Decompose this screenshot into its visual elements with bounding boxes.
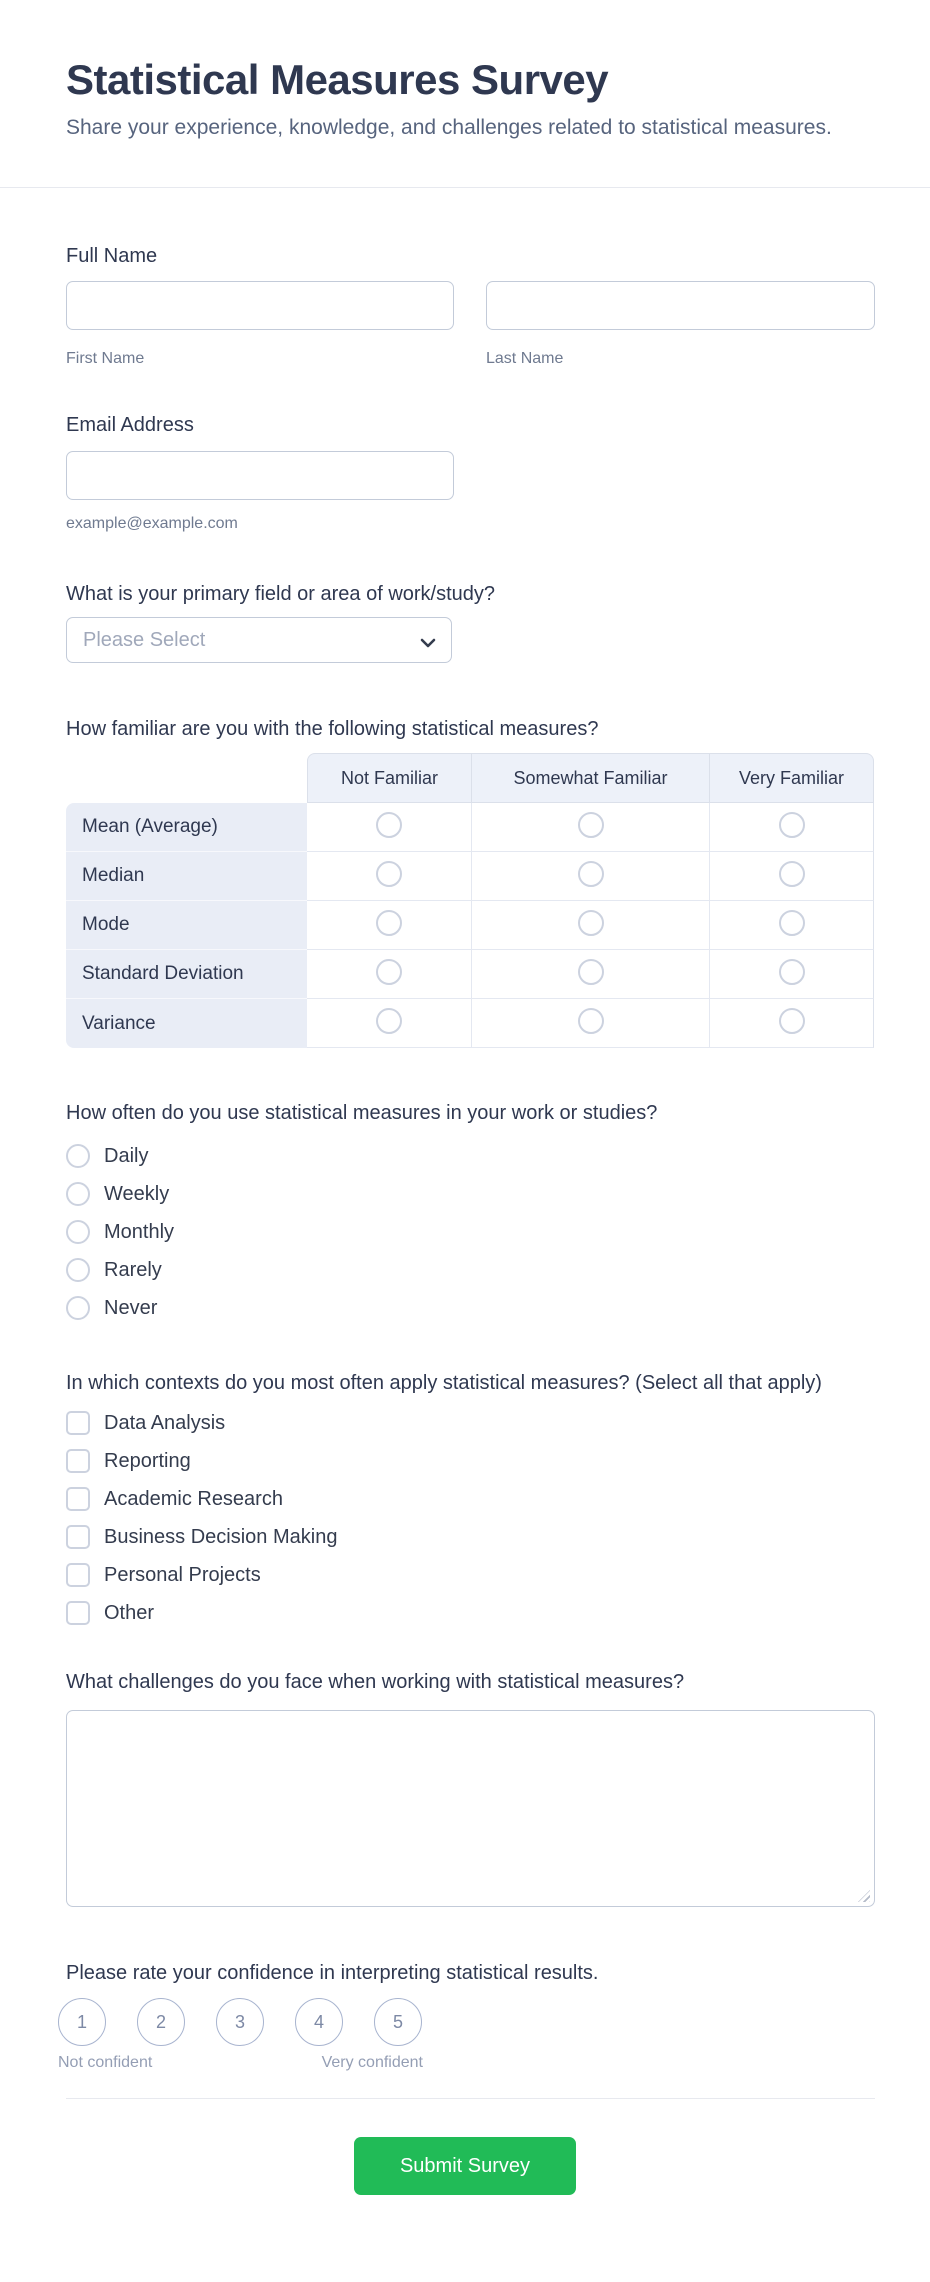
chevron-down-icon bbox=[420, 635, 436, 653]
confidence-question bbox=[58, 1960, 875, 2072]
radio-option-daily[interactable] bbox=[66, 1137, 875, 1175]
checkbox-option-reporting[interactable] bbox=[66, 1442, 875, 1480]
challenges-question bbox=[66, 1669, 875, 1907]
radio-option-never[interactable] bbox=[66, 1289, 875, 1327]
option-label: Monthly bbox=[104, 1220, 175, 1243]
scale-option-4[interactable]: 4 bbox=[295, 1998, 343, 2046]
checkbox-icon bbox=[66, 1563, 90, 1587]
fullname-sublabels bbox=[66, 349, 875, 368]
first-name-sublabel: First Name bbox=[66, 350, 145, 367]
field-select-placeholder: Please Select bbox=[83, 628, 206, 651]
contexts-options bbox=[66, 1404, 875, 1632]
page-title: Statistical Measures Survey bbox=[66, 56, 609, 103]
first-name-col bbox=[66, 281, 454, 330]
radio-variance-not-familiar[interactable] bbox=[376, 1008, 402, 1034]
option-label: Weekly bbox=[104, 1182, 170, 1205]
scale-max-label: Very confident bbox=[321, 2054, 423, 2071]
radio-icon bbox=[66, 1296, 90, 1320]
confidence-scale-labels bbox=[58, 2054, 423, 2072]
last-name-input[interactable] bbox=[486, 281, 875, 330]
email-label: Email Address bbox=[66, 414, 194, 436]
option-label: Rarely bbox=[104, 1258, 162, 1281]
matrix-row-median bbox=[66, 852, 874, 901]
form-header bbox=[0, 0, 930, 143]
matrix-row-label: Mode bbox=[66, 901, 307, 950]
radio-stddev-somewhat-familiar[interactable] bbox=[578, 959, 604, 985]
field-label: What is your primary field or area of work/study? bbox=[66, 583, 496, 605]
challenges-label: What challenges do you face when working with statistical measures? bbox=[66, 1671, 685, 1693]
matrix-corner-cell bbox=[66, 753, 307, 803]
matrix-col-somewhat-familiar: Somewhat Familiar bbox=[472, 753, 710, 803]
radio-icon bbox=[66, 1258, 90, 1282]
radio-median-somewhat-familiar[interactable] bbox=[578, 861, 604, 887]
matrix-row-variance bbox=[66, 999, 874, 1048]
radio-mode-very-familiar[interactable] bbox=[779, 910, 805, 936]
challenges-textarea[interactable] bbox=[66, 1710, 875, 1907]
radio-stddev-not-familiar[interactable] bbox=[376, 959, 402, 985]
checkbox-option-personal-projects[interactable] bbox=[66, 1556, 875, 1594]
radio-mean-not-familiar[interactable] bbox=[376, 812, 402, 838]
header-divider bbox=[0, 187, 930, 188]
matrix-row-mode bbox=[66, 901, 874, 950]
radio-icon bbox=[66, 1144, 90, 1168]
confidence-scale bbox=[58, 1998, 875, 2046]
email-input[interactable] bbox=[66, 451, 454, 500]
radio-variance-somewhat-familiar[interactable] bbox=[578, 1008, 604, 1034]
radio-median-very-familiar[interactable] bbox=[779, 861, 805, 887]
matrix-header-row bbox=[66, 753, 874, 803]
scale-option-5[interactable]: 5 bbox=[374, 1998, 422, 2046]
scale-min-label: Not confident bbox=[58, 2054, 153, 2071]
radio-option-weekly[interactable] bbox=[66, 1175, 875, 1213]
radio-option-rarely[interactable] bbox=[66, 1251, 875, 1289]
fullname-question bbox=[66, 243, 875, 368]
fullname-inputs bbox=[66, 281, 875, 330]
matrix-row-label: Standard Deviation bbox=[66, 950, 307, 999]
radio-median-not-familiar[interactable] bbox=[376, 861, 402, 887]
radio-icon bbox=[66, 1182, 90, 1206]
option-label: Personal Projects bbox=[104, 1563, 261, 1586]
submit-button[interactable]: Submit Survey bbox=[354, 2137, 576, 2195]
checkbox-icon bbox=[66, 1487, 90, 1511]
matrix-col-not-familiar: Not Familiar bbox=[307, 753, 472, 803]
option-label: Business Decision Making bbox=[104, 1525, 338, 1548]
radio-stddev-very-familiar[interactable] bbox=[779, 959, 805, 985]
familiarity-matrix bbox=[66, 753, 874, 1048]
radio-mean-very-familiar[interactable] bbox=[779, 812, 805, 838]
scale-option-1[interactable]: 1 bbox=[58, 1998, 106, 2046]
checkbox-icon bbox=[66, 1449, 90, 1473]
field-select[interactable] bbox=[66, 617, 452, 663]
option-label: Academic Research bbox=[104, 1487, 283, 1510]
option-label: Other bbox=[104, 1601, 155, 1624]
email-question bbox=[66, 412, 875, 533]
checkbox-icon bbox=[66, 1601, 90, 1625]
option-label: Reporting bbox=[104, 1449, 191, 1472]
form-body bbox=[0, 243, 930, 2195]
first-name-input[interactable] bbox=[66, 281, 454, 330]
last-name-sublabel: Last Name bbox=[486, 350, 564, 367]
option-label: Data Analysis bbox=[104, 1411, 226, 1434]
checkbox-option-other[interactable] bbox=[66, 1594, 875, 1632]
radio-mean-somewhat-familiar[interactable] bbox=[578, 812, 604, 838]
checkbox-option-data-analysis[interactable] bbox=[66, 1404, 875, 1442]
fullname-label: Full Name bbox=[66, 245, 158, 267]
checkbox-icon bbox=[66, 1525, 90, 1549]
familiarity-label: How familiar are you with the following statistical measures? bbox=[66, 718, 599, 740]
matrix-row-label: Variance bbox=[66, 999, 307, 1048]
submit-row bbox=[66, 2137, 875, 2195]
familiarity-question bbox=[66, 716, 875, 1048]
scale-option-2[interactable]: 2 bbox=[137, 1998, 185, 2046]
matrix-row-label: Median bbox=[66, 852, 307, 901]
checkbox-icon bbox=[66, 1411, 90, 1435]
email-sublabel: example@example.com bbox=[66, 515, 238, 532]
matrix-row-label: Mean (Average) bbox=[66, 803, 307, 852]
frequency-options bbox=[66, 1137, 875, 1327]
option-label: Never bbox=[104, 1296, 158, 1319]
radio-icon bbox=[66, 1220, 90, 1244]
contexts-label: In which contexts do you most often apply statistical measures? (Select all that apply) bbox=[66, 1372, 822, 1394]
page-subtitle: Share your experience, knowledge, and challenges related to statistical measures. bbox=[66, 116, 832, 139]
radio-mode-not-familiar[interactable] bbox=[376, 910, 402, 936]
confidence-label: Please rate your confidence in interpreting statistical results. bbox=[66, 1962, 599, 1984]
option-label: Daily bbox=[104, 1144, 149, 1167]
scale-option-3[interactable]: 3 bbox=[216, 1998, 264, 2046]
field-question bbox=[66, 581, 875, 663]
contexts-question bbox=[66, 1370, 875, 1632]
checkbox-option-business-decision-making[interactable] bbox=[66, 1518, 875, 1556]
matrix-row-standard-deviation bbox=[66, 950, 874, 999]
frequency-question bbox=[66, 1100, 875, 1327]
radio-variance-very-familiar[interactable] bbox=[779, 1008, 805, 1034]
matrix-col-very-familiar: Very Familiar bbox=[710, 753, 874, 803]
radio-option-monthly[interactable] bbox=[66, 1213, 875, 1251]
frequency-label: How often do you use statistical measures in your work or studies? bbox=[66, 1102, 658, 1124]
footer-divider bbox=[66, 2098, 875, 2099]
checkbox-option-academic-research[interactable] bbox=[66, 1480, 875, 1518]
last-name-col bbox=[486, 281, 875, 330]
challenges-textarea-wrap bbox=[66, 1710, 875, 1907]
radio-mode-somewhat-familiar[interactable] bbox=[578, 910, 604, 936]
matrix-row-mean bbox=[66, 803, 874, 852]
